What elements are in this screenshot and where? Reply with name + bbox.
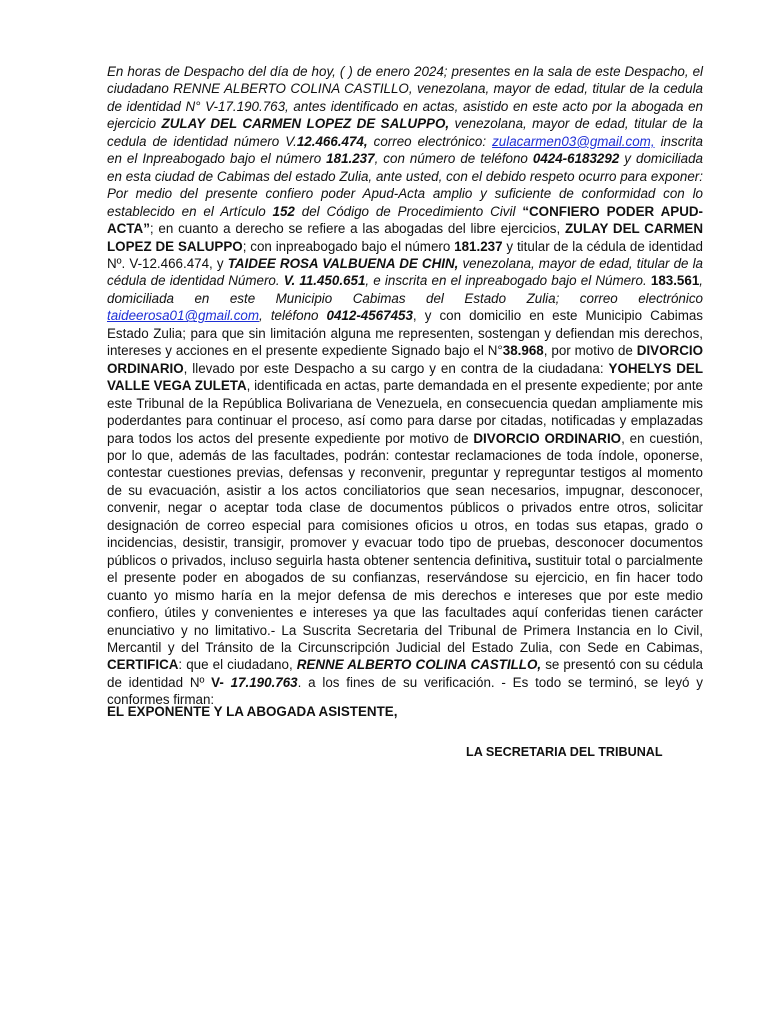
body-text-segment: , y con domicilio en este Municipio Cabimas Estado Zulia; para que sin limitación alguna me representen, sostengan y defiendan mis derechos, intereses y acciones en el presente expediente Signado bajo el N° <box>107 308 703 359</box>
document-body <box>107 63 703 709</box>
body-text-segment: se presentó con su cédula de identidad Nº <box>107 657 703 690</box>
body-text-segment: 17.190.763 <box>230 674 298 690</box>
email-link[interactable]: taideerosa01@gmail.com <box>107 308 260 324</box>
body-text-segment: 152 <box>272 203 295 219</box>
body-text-segment: “CONFIERO PODER APUD-ACTA” <box>107 203 703 237</box>
closing-signature-line: EL EXPONENTE Y LA ABOGADA ASISTENTE, <box>107 704 398 719</box>
body-text-segment: YOHELYS DEL VALLE VEGA ZULETA <box>107 360 704 394</box>
body-text-segment: ; en cuanto a derecho se refiere a las abogadas del libre ejercicios, <box>149 221 565 237</box>
body-text-segment: , con número de teléfono <box>374 151 533 167</box>
body-text-segment: : que el ciudadano, <box>178 657 297 673</box>
body-text-segment: ; con inpreabogado bajo el número <box>242 238 455 254</box>
body-text-segment: , teléfono <box>259 308 327 324</box>
body-text-segment: ZULAY DEL CARMEN LOPEZ DE SALUPPO, <box>161 116 450 132</box>
body-text-segment: DIVORCIO ORDINARIO <box>107 343 703 376</box>
body-text-segment: , en cuestión, por lo que, además de las facultades, podrán: contestar reclamaciones de toda índole, oponerse, contestar cuestiones previas, defensas y reconvenir, preguntar y repreguntar testigos al momento de su evacuación, asistir a los actos conciliatorios que sean necesarios, impugnar, desconocer, convenir, negar o aceptar toda clase de documentos públicos o privados entre otros, solicitar designación de correo especial para comisiones oficios u otros, en todas sus etapas, grado o incidencias, desistir, transigir, promover y evacuar todo tipo de pruebas, desconocer documentos públicos o privados, incluso seguirla hasta obtener sentencia definitiva <box>107 430 704 568</box>
body-text-segment: 183.561 <box>650 273 700 289</box>
body-text-segment: correo electrónico: <box>367 133 493 149</box>
body-text-segment: y domiciliada en esta ciudad de Cabimas del estado Zulia, ante usted, con el debido respeto ocurro para exponer: Por medio del presente confiero poder Apud-Acta amplio y suficiente de conformidad con lo establecido en el Artículo <box>107 151 703 219</box>
body-text-segment: , por motivo de <box>543 343 637 359</box>
body-text-segment: , identificada en actas, parte demandada en el presente expediente; por ante este Tribunal de la República Bolivariana de Venezuela, en consecuencia quedan ampliamente mis poderdantes para continuar el proceso, así como para darse por citadas, notificadas y emplazadas para todos los actos del presente expediente por motivo de <box>107 378 703 446</box>
body-paragraph <box>107 63 703 709</box>
body-text-segment: ZULAY DEL CARMEN LOPEZ DE SALUPPO <box>107 221 704 254</box>
body-text-segment: , llevado por este Despacho a su cargo y en contra de la ciudadana: <box>183 360 609 376</box>
body-text-segment: venezolana, mayor de edad, titular de la cédula de identidad Número. <box>107 255 703 289</box>
body-text-segment: En horas de Despacho del día de hoy, ( ) de enero 2024; presentes en la sala de este Despacho, el ciudadano RENNE ALBERTO COLINA CASTILLO, venezolana, mayor de edad, titular de la cedula de identidad N° V-17.190.763, antes identificado en actas, asistido en este acto por la abogada en ejercicio <box>107 64 703 132</box>
body-text-segment: 181.237 <box>326 151 375 167</box>
body-text-segment: RENNE ALBERTO COLINA CASTILLO, <box>296 657 542 673</box>
body-text-segment: , domiciliada en este Municipio Cabimas del Estado Zulia; correo electrónico <box>107 273 704 306</box>
body-text-segment: CERTIFICA <box>107 657 179 673</box>
body-text-segment: , <box>527 552 532 568</box>
email-link[interactable]: zulacarmen03@gmail.com, <box>492 133 655 149</box>
body-text-segment: sustituir total o parcialmente el presente poder en abogados de su confianzas, reservándose su ejercicio, en fin hacer todo cuanto yo mismo haría en la mejor defensa de mis derechos e intereses que por este medio confiero, útiles y convenientes e intereses ya que las facultades aquí conferidas tienen carácter enunciativo y no limitativo.- La Suscrita Secretaria del Tribunal de Primera Instancia en lo Civil, Mercantil y del Tránsito de la Circunscripción Judicial del Estado Zulia, con Sede en Cabimas, <box>107 552 703 655</box>
body-text-segment: venezolana, mayor de edad, titular de la cedula de identidad número V. <box>107 116 703 149</box>
body-text-segment: , e inscrita en el inpreabogado bajo el Número. <box>365 273 651 289</box>
body-text-segment: 12.466.474, <box>296 133 368 149</box>
body-text-segment: DIVORCIO ORDINARIO <box>473 430 622 446</box>
body-text-segment: 0424-6183292 <box>532 151 620 167</box>
body-text-segment: TAIDEE ROSA VALBUENA DE CHIN, <box>227 255 459 271</box>
body-text-segment: del Código de Procedimiento Civil <box>294 203 523 219</box>
body-text-segment: . a los fines de su verificación. - Es todo se terminó, se leyó y conformes firman: <box>107 674 703 708</box>
body-text-segment: V- <box>211 674 231 690</box>
body-text-segment: inscrita en el Inpreabogado bajo el número <box>107 133 703 167</box>
body-text-segment: 0412-4567453 <box>326 308 413 324</box>
body-text-segment: V. 11.450.651 <box>283 273 366 289</box>
body-text-segment: y titular de la cédula de identidad Nº. V-12.466.474, y <box>107 238 703 271</box>
secretary-signature-label: LA SECRETARIA DEL TRIBUNAL <box>466 745 663 759</box>
body-text-segment: 38.968 <box>502 343 544 359</box>
body-text-segment: 181.237 <box>454 238 503 254</box>
